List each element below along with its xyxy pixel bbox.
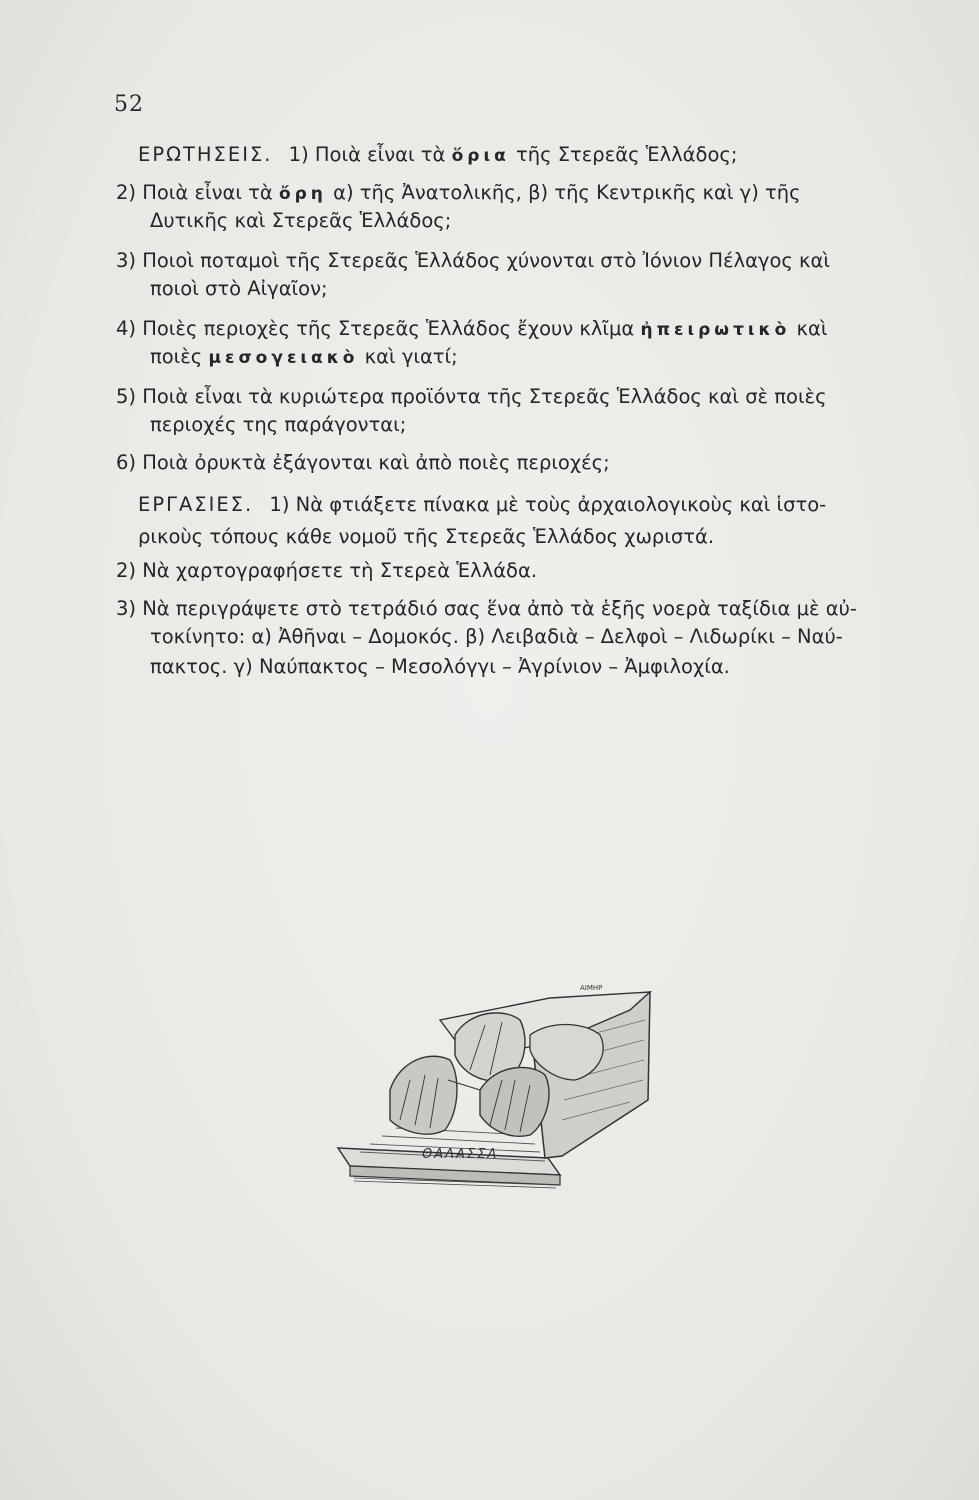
tasks-heading: ΕΡΓΑΣΙΕΣ. [138,493,254,516]
relief-model-drawing [330,980,660,1195]
question-4-text: 4) Ποιὲς περιοχὲς τῆς Στερεᾶς Ἑλλάδος ἔχουν κλῖμα [116,317,635,340]
question-2-emphasis: ὄρη [278,184,327,204]
question-2-text-end: α) τῆς Ἀνατολικῆς, β) τῆς Κεντρικῆς καὶ γ) τῆς [333,181,801,204]
question-4-and: καὶ [796,317,828,340]
question-3-line-2: ποιοὶ στὸ Αἰγαῖον; [150,277,328,300]
task-3-line: 3) Νὰ περιγράψετε στὸ τετράδιό σας ἕνα ἀπὸ τὰ ἑξῆς νοερὰ ταξίδια μὲ αὐ- [116,597,857,620]
task-1-line [138,490,826,520]
sea-label: ΘΑΛΑΣΣΑ [422,1147,499,1162]
question-4-emphasis-1: ἠπειρωτικὸ [640,320,791,340]
page-number: 52 [114,92,144,117]
task-1-text: 1) Νὰ φτιάξετε πίνακα μὲ τοὺς ἀρχαιολογικοὺς καὶ ἱστο- [269,493,827,516]
question-5-line-2: περιοχές της παράγονται; [150,413,407,436]
question-6-line: 6) Ποιὰ ὀρυκτὰ ἐξάγονται καὶ ἀπὸ ποιὲς περιοχές; [116,451,610,474]
question-2-line [116,178,801,209]
question-3-line: 3) Ποιοὶ ποταμοὶ τῆς Στερεᾶς Ἑλλάδος χύνονται στὸ Ἰόνιον Πέλαγος καὶ [116,249,830,272]
top-label: ΑΙΜΗΡ [580,984,603,992]
question-1-text-end: τῆς Στερεᾶς Ἑλλάδος; [515,143,738,166]
question-4-which: ποιὲς [150,345,203,368]
question-2-text: 2) Ποιὰ εἶναι τὰ [116,181,273,204]
question-4-line-2 [150,342,458,373]
task-1-line-2: ρικοὺς τόπους κάθε νομοῦ τῆς Στερεᾶς Ἑλλάδος χωριστά. [138,525,715,548]
task-3-line-3: πακτος. γ) Ναύπακτος – Μεσολόγγι – Ἀγρίνιον – Ἀμφιλοχία. [150,655,730,678]
task-3-line-2: τοκίνητο: α) Ἀθῆναι – Δομοκός. β) Λειβαδιὰ – Δελφοὶ – Λιδωρίκι – Ναύ- [150,625,843,648]
question-5-line: 5) Ποιὰ εἶναι τὰ κυριώτερα προϊόντα τῆς Στερεᾶς Ἑλλάδος καὶ σὲ ποιὲς [116,385,827,408]
question-4-why: καὶ γιατί; [364,345,458,368]
relief-model-illustration [330,980,660,1195]
question-1-text: 1) Ποιὰ εἶναι τὰ [288,143,446,166]
question-1-emphasis: ὅρια [451,146,510,166]
task-2-line: 2) Νὰ χαρτογραφήσετε τὴ Στερεὰ Ἑλλάδα. [116,559,538,582]
questions-heading: ΕΡΩΤΗΣΕΙΣ. [138,143,273,166]
question-4-line [116,314,827,345]
question-4-emphasis-2: μεσογειακὸ [208,348,359,368]
question-1-line [138,140,737,171]
question-2-line-2: Δυτικῆς καὶ Στερεᾶς Ἑλλάδος; [150,209,452,232]
